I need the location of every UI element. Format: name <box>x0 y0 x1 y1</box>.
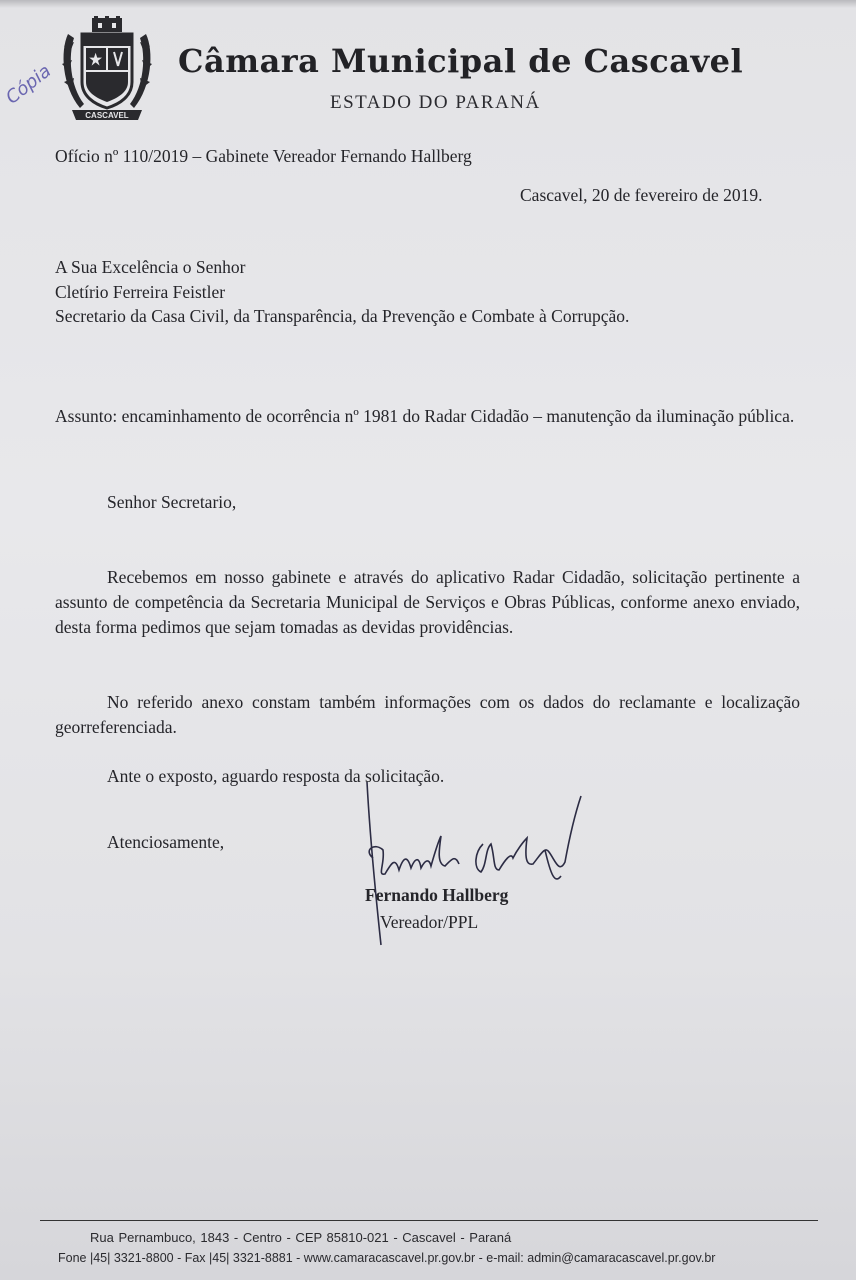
body-paragraph-1-text: Recebemos em nosso gabinete e através do aplicativo Radar Cidadão, solicitação pertinente a assunto de competência da Secretaria Municipal de Serviços e Obras Públicas, conforme anexo enviado, desta forma pedimos que sejam tomadas as devidas providências. <box>55 567 800 637</box>
footer-divider <box>40 1220 818 1221</box>
signer-name: Fernando Hallberg <box>365 885 509 905</box>
institution-state: ESTADO DO PARANÁ <box>330 92 541 113</box>
footer-address: Rua Pernambuco, 1843 - Centro - CEP 85810-021 - Cascavel - Paraná <box>90 1230 512 1245</box>
signer-role: Vereador/PPL <box>380 912 479 932</box>
salutation: Senhor Secretario, <box>107 492 237 512</box>
recipient-name: Cletírio Ferreira Feistler <box>55 282 226 302</box>
closing: Atenciosamente, <box>107 832 225 852</box>
recipient-line: A Sua Excelência o Senhor <box>55 257 246 277</box>
letter-date: Cascavel, 20 de fevereiro de 2019. <box>520 185 763 205</box>
footer-contact: Fone |45| 3321-8800 - Fax |45| 3321-8881 - www.camaracascavel.pr.gov.br - e-mail: admin@camaracascavel.pr.gov.br <box>58 1251 716 1265</box>
recipient-title: Secretario da Casa Civil, da Transparência, da Prevenção e Combate à Corrupção. <box>55 306 630 326</box>
coat-of-arms-icon <box>58 16 156 124</box>
institution-name: Câmara Municipal de Cascavel <box>178 42 744 80</box>
body-paragraph-1 <box>55 565 800 640</box>
body-paragraph-3: Ante o exposto, aguardo resposta da solicitação. <box>107 766 445 786</box>
letter-subject: Assunto: encaminhamento de ocorrência nº 1981 do Radar Cidadão – manutenção da iluminação pública. <box>55 406 795 426</box>
paper-fold <box>0 0 856 8</box>
body-paragraph-2-text: No referido anexo constam também informações com os dados do reclamante e localização georreferenciada. <box>55 692 800 737</box>
copy-annotation: Cópia <box>2 60 56 109</box>
letter-reference: Ofício nº 110/2019 – Gabinete Vereador Fernando Hallberg <box>55 146 472 166</box>
body-paragraph-2 <box>55 690 800 740</box>
crest-label: CASCAVEL <box>85 111 129 120</box>
